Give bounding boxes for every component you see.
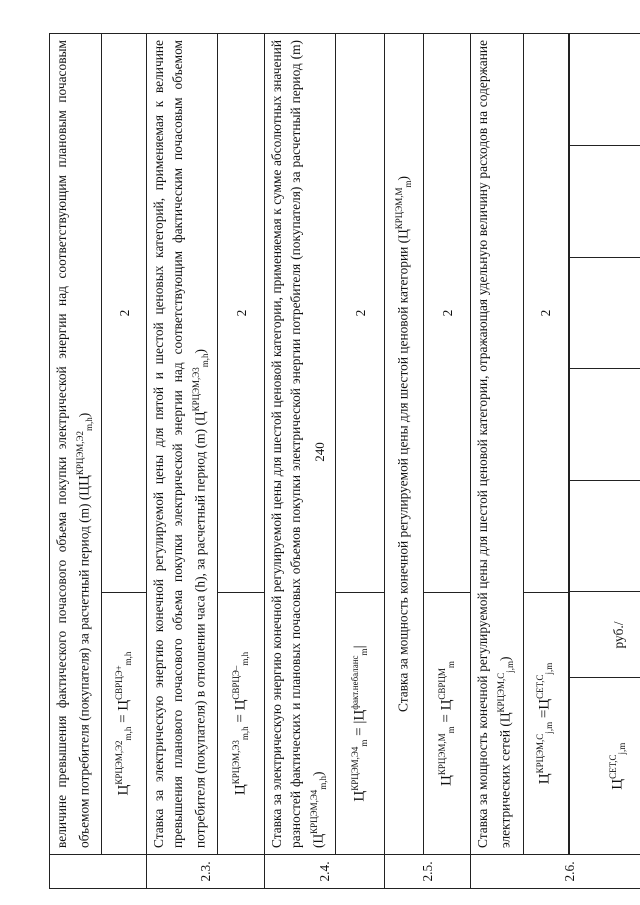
row-formula: $Ц^{КРЦЭМ,М}_m = Ц^{СВРЦМ}_m$: [424, 593, 471, 855]
table-row: [523, 34, 568, 889]
row-description: Ставка за электрическую энергию конечной регулируемой цены для шестой ценовой категории, применяемая к сумме абсолютных значений разностей фактических и плановых почасовых объемов покупки электрической энергии потребителя (покупателя) за расчетный период (m) $(Ц^{КРЦЭМ,Э4}_{m,h})$: [265, 34, 336, 855]
page-number: 240: [312, 442, 327, 462]
row-value: 2: [523, 34, 568, 593]
subtable-empty-cell: [569, 146, 640, 258]
subtable-empty-cell: [569, 480, 640, 592]
table-row: [147, 34, 218, 889]
row-number: 2.6.: [471, 855, 640, 889]
table-row: [265, 34, 336, 889]
tariff-table-sheet: [49, 34, 628, 889]
table-row: [50, 34, 102, 889]
row-description: Ставка за мощность конечной регулируемой цены для шестой ценовой категории $(Ц^{КРЦЭМ,М}_m)$: [385, 34, 424, 855]
subtable-empty-cell: [569, 257, 640, 369]
row-formula: $Ц^{КРЦЭМ,Э3}_{m,h} = Ц^{СВРЦЭ-}_{m,h}$: [218, 593, 265, 855]
row-value: 2: [336, 34, 385, 593]
table-row: [424, 34, 471, 889]
table-row: [471, 34, 523, 889]
subtable-label: $Ц^{СЕТ,С}_{j,m}$: [569, 678, 640, 854]
row-description: Ставка за мощность конечной регулируемой цены для шестой ценовой категории, отражающая удельную величину расходов на содержание электрических сетей $(Ц^{КРЦЭМ,С}_{j,m})$: [471, 34, 523, 855]
voltage-subtable: [569, 34, 640, 854]
row-number: 2.5.: [385, 855, 471, 889]
row-number: 2.3.: [147, 855, 265, 889]
table-row: [569, 34, 640, 854]
subtable-empty-cell: [569, 34, 640, 146]
row-description: величине превышения фактического почасового объема покупки электрической энергии над соответствующим плановым почасовым объемом потребителя (покупателя) за расчетный период (m) $(ЦЦ^{КРЦЭМ,Э2}_{m,h})$: [50, 34, 102, 855]
row-formula: $Ц^{КРЦЭМ,Э4}_m = |Ц^{факт.небаланс}_m|$: [336, 593, 385, 855]
tariff-table: [49, 33, 640, 889]
table-row: [218, 34, 265, 889]
row-number: 2.4.: [265, 855, 385, 889]
table-row: [568, 34, 640, 889]
row-value: 2: [102, 34, 147, 593]
row-value: 2: [424, 34, 471, 593]
symbol-c: Ц: [76, 475, 93, 487]
table-row: [102, 34, 147, 889]
table-row: [385, 34, 424, 889]
subtable-unit: руб./: [569, 592, 640, 678]
row-formula: $Ц^{КРЦЭМ,Э2}_{m,h} = Ц^{СВРЦЭ+}_{m,h}$: [102, 593, 147, 855]
subtable-empty-cell: [569, 369, 640, 481]
row-value: 2: [218, 34, 265, 593]
row-formula: $Ц^{КРЦЭМ,С}_{j,m} =Ц^{СЕТ,С}_{j,m}$: [523, 593, 568, 855]
row-description: Ставка за электрическую энергию конечной регулируемой цены для пятой и шестой ценовых категорий, применяемая к величине превышения планового почасового объема покупки электрической энергии над соответствующим фактическим почасовым объемом потребителя (покупателя) в отношении часа (h), за расчетный период (m) $(Ц^{КРЦЭМ,Э3}_{m,h})$: [147, 34, 218, 855]
table-row: [336, 34, 385, 889]
row-number: [50, 855, 147, 889]
subtable-cell: [568, 34, 640, 855]
